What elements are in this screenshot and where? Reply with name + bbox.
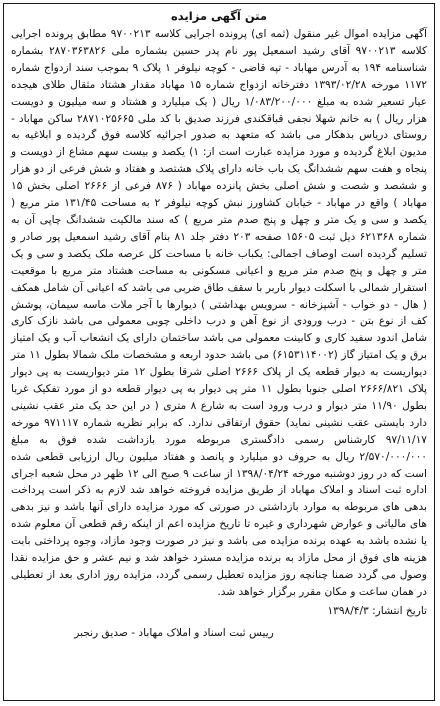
publish-date: تاریخ انتشار: ۱۳۹۸/۴/۳ [327,604,427,617]
notice-title: متن آگهی مزایده [171,9,267,23]
signature-line: رییس ثبت اسناد و املاک مهاباد - صدیق رنجبر [74,626,274,639]
notice-body: آگهی مزایده اموال غیر منقول (ثمه ای) پرونده اجرایی کلاسه ۹۷۰۰۲۱۳ مطابق پرونده اجرایی کلاسه ۹۷۰۰۲۱۳ آقای رشید اسمعیل پور نام پدر حسین بشماره ملی ۲۸۷۰۳۶۳۸۲۶ بشماره شناسنامه ۱۹۴ به آدرس مهاباد - تپه قاضی - کوچه نیلوفر ۱ پلاک ۹ بموجب سند ازدواج شماره ۱۱۷۲ مورخه ۱۳۹۳/۰۲/۲۸ دفترخانه ازدواج شماره ۱۵ مهاباد مقدار هشتاد مثقال طلای هیجده عیار تسعیر شده به مبلغ ۱/۰۸۳/۲۰۰/۰۰۰ ریال ( یک میلیارد و هشتاد و سه میلیون و دویست هزار ریال ) به خانم شهلا نجفی قباقکندی فرزند صدیق با کد ملی ۲۸۷۱۰۲۵۶۶۵ ساکن مهاباد - روستای دریاس بدهکار می باشد که متعهد به صدور اجرائیه کلاسه فوق گردیده و ابلاغیه به مدیون ابلاغ گردیده و مورد مزایده عبارت است از: ۱) یکصد و بیست سهم مشاع از دویست و پنجاه و هفت سهم ششدانگ یک باب خانه دارای پلاک هشتصد و هفتاد و شش فرعی از دو هزار و ششصد و شصت و شش اصلی بخش پانزده مهاباد ( ۸۷۶ فرعی از ۲۶۶۶ اصلی بخش ۱۵ مهاباد ) واقع در مهاباد - خیابان کشاورز نبش کوچه نیلوفر ۲ به مساحت ۱۳۱/۴۵ متر مربع ( یکصد و سی و یک متر و چهل و پنج صدم متر مربع ) که سند مالکیت ششدانگ چاپی آن به شماره ۶۲۱۳۶۸ دیل ثبت ۱۵۶۰۵ صفحه ۲۰۳ دفتر جلد ۸۱ بنام آقای رشید اسمعیل پور صادر و تسلیم گردیده است اوصاف اجمالی: یکباب خانه با مساحت کل عرصه ملک یکصد و سی و یک متر و چهل و پنج صدم متر مربع و اعیانی مسکونی به مساحت هشتاد متر مربع با موقعیت استقرار شمالی با اسکلت دیوار باربر با سقف طاق ضربی می باشد که اعیانی آن شامل همکف ( هال - دو خواب - آشپزخانه - سرویس بهداشتی ) دیوارها با آجر ملات ماسه سیمان، پوشش کف از نوع بتن - درب ورودی از نوع آهن و درب داخلی چوبی معمولی می باشد نازک کاری شامل اندود سفید کاری و کابینت معمولی می باشد ساختمان دارای یک انشعاب آب و یک امتیاز برق و یک امتیاز گاز (۶۱۵۳۱۱۴۰۰۲) می باشد حدود اربعه و مشخصات ملک شمالا بطول ۱۱ متر دیواریست به دیوار قطعه یک از پلاک ۲۶۶۶ اصلی شرقا بطول ۱۲ متر دیواریست به پی دیوار پلاک ۲۶۶۶/۸۲۱ اصلی جنوبا بطول ۱۱ متر پی دیوار به پی دیوار قطعه دو از مورد تفکیک غربا بطول ۱۱/۹۰ متر دیوار و درب ورود است به شارع ۸ متری ( در این حد یک متر عقب نشینی دارد بایستی عقب نشینی نماید) حقوق ارتفاقی ندارد. که برابر نظریه شماره ۹۷۱۱۱۷ مورخه ۹۷/۱۱/۱۷ کارشناس رسمی دادگستری مربوطه مورد بازداشت شده فوق به مبلغ ۲/۵۷۰/۰۰۰/۰۰۰ ریال به حروف دو میلیارد و پانصد و هفتاد میلیون ریال ارزیابی قطعی شده است که در روز دوشنبه مورخه ۱۳۹۸/۰۴/۲۴ از ساعت ۹ صبح الی ۱۲ ظهر در محل شعبه اجرای اداره ثبت اسناد و املاک مهاباد از طریق مزایده فروخته خواهد شد لازم به ذکر است پرداخت بدهی های مربوطه به موارد بازداشتی در صورتی که مورد مزایده دارای آنها باشد و نیز بدهی های مالیاتی و عوارض شهرداری و غیره تا تاریخ مزایده اعم از اینکه رقم قطعی آن معلوم شده یا نشده باشد به عهده برنده مزایده می باشد و نیز در صورت وجود مازاد، وجوه پرداختی بابت هزینه های فوق از محل مازاد به برنده مزایده مسترد خواهد شد و نیم عشر و حق مزایده نقدا وصول می گردد ضمنا چنانچه روز مزایده تعطیل رسمی گردد، مزایده روز اداری بعد از تعطیلی در همان ساعت و مکان مقرر برگزار خواهد شد. [11,28,428,598]
auction-notice [3,3,435,701]
